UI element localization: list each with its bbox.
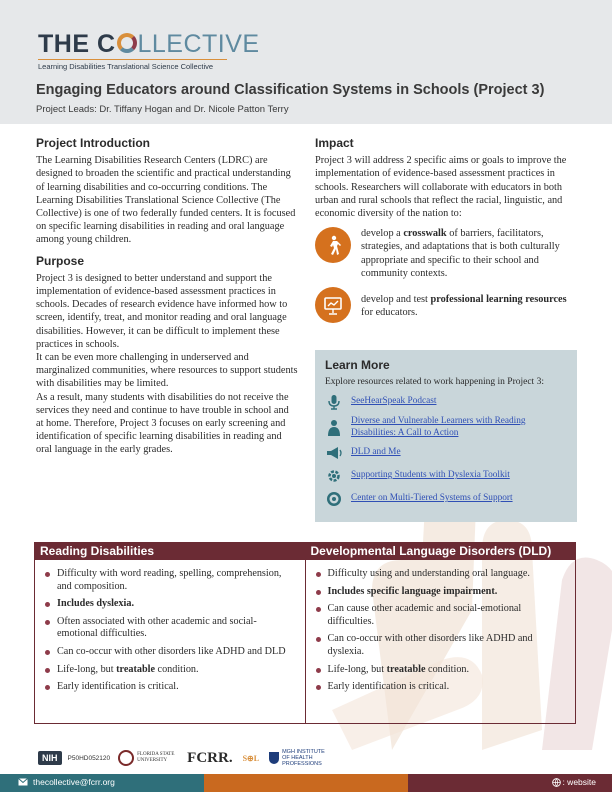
impact-item1-post: of barriers, facilitators, strategies, and adaptations that is both culturally appropriate and specific to their school and community contexts. <box>361 228 560 279</box>
learn-more-title: Learn More <box>325 358 390 372</box>
learn-more-box <box>315 350 577 522</box>
impact-text: Project 3 will address 2 specific aims or goals to improve the implementation of evidence-based assessment practices in schools. Researchers will collaborate with educators in both urban and rural schools that reflect the racial, linguistic, and economic diversity of the nation to: <box>315 155 567 220</box>
link-mtss-center[interactable]: Center on Multi-Tiered Systems of Support <box>351 493 513 504</box>
project-leads: Project Leads: Dr. Tiffany Hogan and Dr. Nicole Patton Terry <box>36 104 289 115</box>
resource-item <box>325 416 567 439</box>
comparison-table <box>34 542 576 724</box>
resource-item <box>325 444 567 462</box>
logo-subtitle: Learning Disabilities Translational Science Collective <box>38 59 227 71</box>
impact-heading: Impact <box>315 136 354 150</box>
reading-disabilities-column <box>35 543 305 723</box>
logo-o-icon <box>117 33 137 53</box>
dld-heading: Developmental Language Disorders (DLD) <box>306 543 576 560</box>
link-dld-and-me[interactable]: DLD and Me <box>351 447 401 458</box>
purpose-text-1: Project 3 is designed to better understand and support the implementation of evidence-based assessment practices in schools. Decades of research evidence have informed how to screen, identify, treat, and monitor reading and oral language disabilities. However, it can be difficult to implement these practices in schools. <box>36 272 288 350</box>
globe-icon <box>552 778 561 787</box>
list-item: Life-long, but treatable condition. <box>314 664 568 677</box>
list-item: Life-long, but treatable condition. <box>43 664 297 677</box>
megaphone-icon <box>325 444 343 462</box>
list-item: Difficulty with word reading, spelling, comprehension, and composition. <box>43 568 297 593</box>
resource-item <box>325 490 567 508</box>
impact-item-crosswalk <box>315 227 577 280</box>
right-column <box>315 137 577 323</box>
impact-item1-pre: develop a <box>361 228 404 240</box>
learn-more-desc: Explore resources related to work happening in Project 3: <box>325 377 544 387</box>
purpose-heading: Purpose <box>36 253 85 268</box>
link-seehearspeak-podcast[interactable]: SeeHearSpeak Podcast <box>351 396 437 407</box>
intro-text: The Learning Disabilities Research Centers (LDRC) are designed to broaden the scientific and practical understanding of learning disabilities and co-occurring conditions. The Learning Disabilities Translational Science Collective (The Collective) is one of two federally funded centers. It is focused on specific learning disabilities in reading and oral language among young children. <box>36 155 296 246</box>
collective-logo <box>38 30 260 71</box>
list-item: Early identification is critical. <box>314 681 568 694</box>
target-icon <box>325 490 343 508</box>
logo-text-b: LLECTIVE <box>137 30 260 58</box>
impact-item2-post: for educators. <box>361 307 418 319</box>
microphone-icon <box>325 393 343 411</box>
dld-column <box>305 543 576 723</box>
footer-website[interactable]: : website <box>552 777 596 787</box>
impact-item2-pre: develop and test <box>361 294 431 306</box>
partner-logos <box>38 748 330 768</box>
envelope-icon <box>18 778 28 786</box>
list-item: Can co-occur with other disorders like ADHD and DLD <box>43 646 297 659</box>
fsu-seal-icon <box>118 750 134 766</box>
gear-icon <box>325 467 343 485</box>
presentation-board-icon <box>315 287 351 323</box>
list-item: Difficulty using and understanding oral language. <box>314 568 568 581</box>
resource-item <box>325 467 567 485</box>
list-item: Can co-occur with other disorders like ADHD and dyslexia. <box>314 633 568 658</box>
grant-number: P50HD052120 <box>67 754 111 762</box>
sol-logo: S⊕L <box>242 753 260 763</box>
link-dyslexia-toolkit[interactable]: Supporting Students with Dyslexia Toolkit <box>351 470 510 481</box>
intro-heading: Project Introduction <box>36 136 150 150</box>
logo-text-a: THE C <box>38 30 116 58</box>
impact-item1-bold: crosswalk <box>403 228 447 240</box>
list-item: Includes specific language impairment. <box>314 586 568 599</box>
footer-email[interactable]: thecollective@fcrr.org <box>18 777 115 787</box>
person-icon <box>325 419 343 437</box>
purpose-text-2: It can be even more challenging in underserved and marginalized communities, where resources to support students with disabilities may be limited. <box>36 352 298 390</box>
mgh-shield-icon <box>269 752 279 764</box>
fsu-logo: FLORIDA STATE UNIVERSITY <box>118 750 177 766</box>
reading-disabilities-heading: Reading Disabilities <box>35 543 305 560</box>
nih-logo: NIH <box>38 751 62 765</box>
fcrr-logo: FCRR. <box>187 749 233 766</box>
impact-item-resources <box>315 287 577 323</box>
mgh-logo: MGH INSTITUTE OF HEALTH PROFESSIONS <box>269 749 330 767</box>
walking-person-icon <box>315 227 351 263</box>
page-title: Engaging Educators around Classification Systems in Schools (Project 3) <box>36 82 545 98</box>
list-item: Includes dyslexia. <box>43 598 297 611</box>
list-item: Early identification is critical. <box>43 681 297 694</box>
link-diverse-vulnerable-learners[interactable]: Diverse and Vulnerable Learners with Reading Disabilities: A Call to Action <box>351 416 526 438</box>
list-item: Often associated with other academic and social-emotional difficulties. <box>43 616 297 641</box>
left-column <box>36 137 298 457</box>
impact-item2-bold: professional learning resources <box>430 294 567 306</box>
list-item: Can cause other academic and social-emotional difficulties. <box>314 603 568 628</box>
resource-item <box>325 393 567 411</box>
purpose-text-3: As a result, many students with disabilities do not receive the services they need and continue to have trouble in school and at home. Therefore, Project 3 focuses on early screening and identification of specific learning disabilities in reading and oral language in the early grades. <box>36 391 289 456</box>
